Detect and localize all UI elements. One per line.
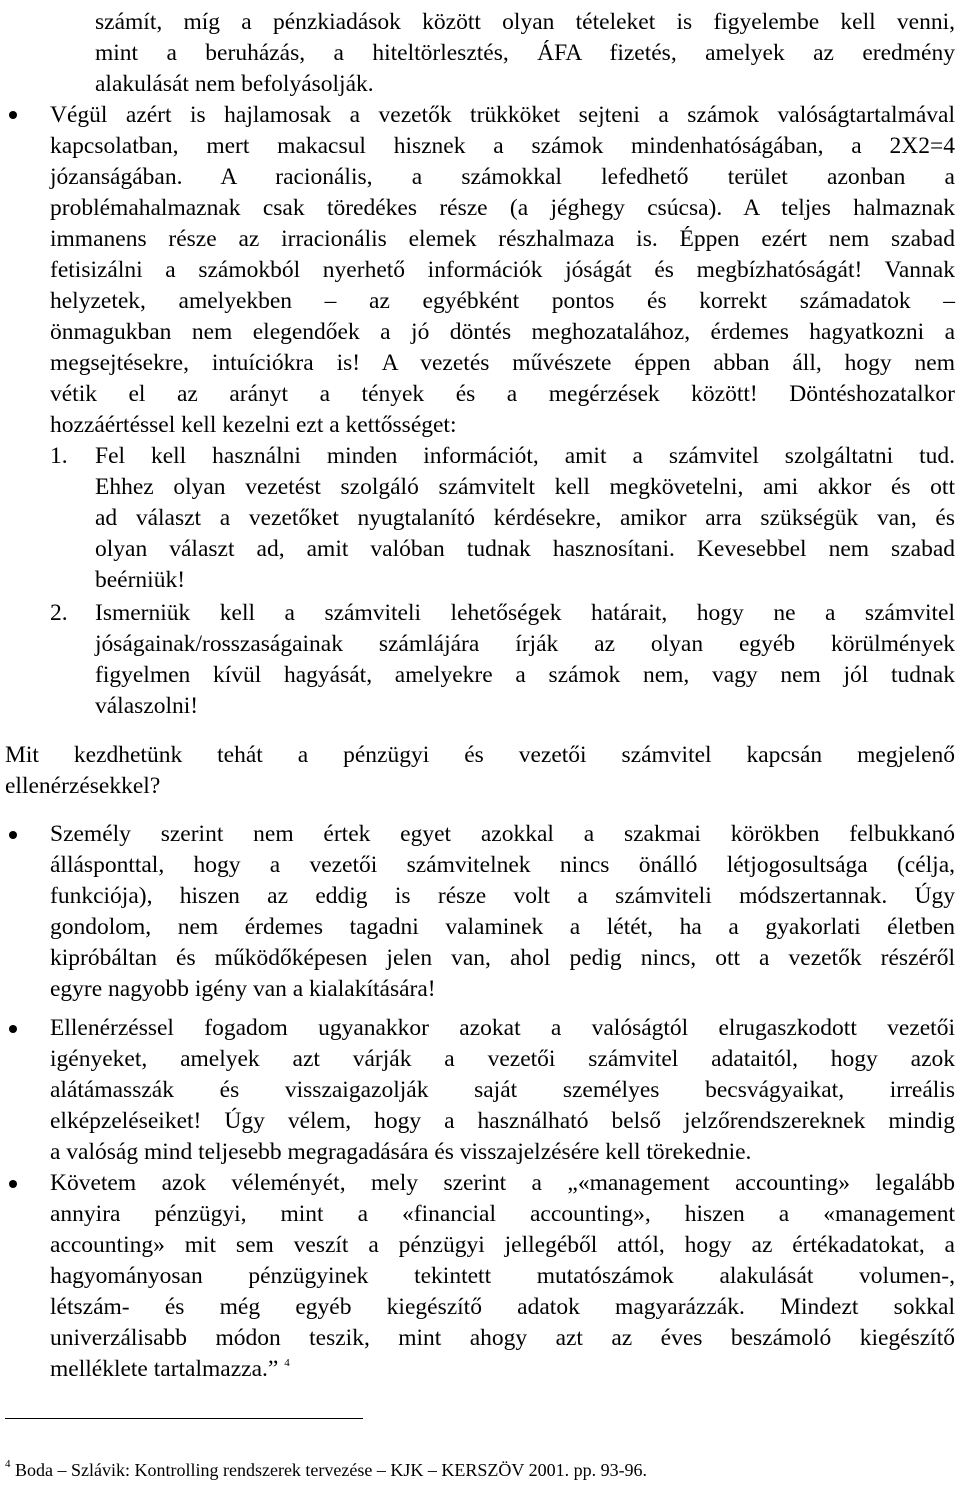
text-line <box>50 1075 955 1106</box>
bullet-icon <box>9 831 17 839</box>
text-line-content: Ehhez olyan vezetést szolgáló számvitelt kell megkövetelni, ami akkor és ott <box>95 474 955 500</box>
text-line <box>50 162 955 193</box>
list-number: 1. <box>50 443 68 469</box>
text-line-content: gondolom, nem érdemes tagadni valaminek a létét, ha a gyakorlati életben <box>50 914 955 940</box>
text-line <box>95 7 955 38</box>
text-line-content: ad választ a vezetőket nyugtalanító kérdésekre, amikor arra szükségük van, és <box>95 505 955 531</box>
text-line-content: annyira pénzügyi, mint a «financial accounting», hiszen a «management <box>50 1201 955 1227</box>
text-line <box>95 660 955 691</box>
text-line-content: immanens része az irracionális elemek részhalmaza is. Éppen ezért nem szabad <box>50 226 955 252</box>
text-line-content: mint a beruházás, a hiteltörlesztés, ÁFA fizetés, amelyek az eredmény <box>95 40 955 66</box>
text-line-content: önmagukban nem elegendőek a jó döntés meghozatalához, érdemes hagyatkozni a <box>50 319 955 345</box>
text-line <box>50 1230 955 1261</box>
footnote-text: Boda – Szlávik: Kontrolling rendszerek tervezése – KJK – KERSZÖV 2001. pp. 93-96. <box>10 1460 648 1480</box>
footnote-reference: 4 <box>284 1357 290 1369</box>
text-line-content: univerzálisabb módon teszik, mint ahogy azt az éves beszámoló kiegészítő <box>50 1325 955 1351</box>
text-line-content: hozzáértéssel kell kezelni ezt a kettősséget: <box>50 412 457 438</box>
text-line-content: létszám- és még egyéb kiegészítő adatok magyarázzák. Mindezt sokkal <box>50 1294 955 1320</box>
text-line <box>50 1292 955 1323</box>
text-line-content: hagyományosan pénzügyinek tekintett mutatószámok alakulását volumen-, <box>50 1263 955 1289</box>
text-line <box>50 1013 955 1044</box>
text-line-content: ellenérzésekkel? <box>5 773 161 799</box>
text-line <box>50 1044 955 1075</box>
text-line <box>50 1168 955 1199</box>
text-line-content: állásponttal, hogy a vezetői számvitelnek nincs önálló létjogosultsága (célja, <box>50 852 955 878</box>
text-line-content: józanságában. A racionális, a számokkal lefedhető terület azonban a <box>50 164 955 190</box>
text-line <box>95 503 955 534</box>
text-line <box>5 771 955 802</box>
text-line <box>50 131 955 162</box>
text-line-content: kapcsolatban, mert makacsul hisznek a számok mindenhatóságában, a 2X2=4 <box>50 133 955 159</box>
text-line-content: igényeket, amelyek azt várják a vezetői számvitel adataitól, hogy azok <box>50 1046 955 1072</box>
text-line <box>50 850 955 881</box>
text-line-content: Követem azok véleményét, mely szerint a „«management accounting» legalább <box>50 1170 955 1196</box>
text-line-content: problémahalmaznak csak töredékes része (a jéghegy csúcsa). A teljes halmaznak <box>50 195 955 221</box>
text-line-content: vétik el az arányt a tények és a megérzések között! Döntéshozatalkor <box>50 381 955 407</box>
footnote-separator <box>5 1418 363 1419</box>
text-line <box>50 255 955 286</box>
text-line-content: Mit kezdhetünk tehát a pénzügyi és vezetői számvitel kapcsán megjelenő <box>5 742 955 768</box>
text-line <box>50 1354 955 1385</box>
text-line-content: Ismerniük kell a számviteli lehetőségek határait, hogy ne a számvitel <box>95 600 955 626</box>
text-line-content: accounting» mit sem veszít a pénzügyi jellegéből attól, hogy az értékadatokat, a <box>50 1232 955 1258</box>
text-line <box>50 286 955 317</box>
text-line <box>50 943 955 974</box>
text-line <box>50 881 955 912</box>
bullet-icon <box>9 111 17 119</box>
text-line <box>5 740 955 771</box>
text-line-content: Fel kell használni minden információt, amit a számvitel szolgáltatni tud. <box>95 443 955 469</box>
bullet-icon <box>9 1025 17 1033</box>
text-line-content: fetisizálni a számokból nyerhető információk jóságát és megbízhatóságát! Vannak <box>50 257 955 283</box>
text-line <box>95 691 955 722</box>
text-line-content: egyre nagyobb igény van a kialakítására! <box>50 976 436 1002</box>
text-line-content: Személy szerint nem értek egyet azokkal a szakmai körökben felbukkanó <box>50 821 955 847</box>
text-line <box>95 629 955 660</box>
text-line-content: olyan választ ad, amit valóban tudnak hasznosítani. Kevesebbel nem szabad <box>95 536 955 562</box>
text-line <box>50 410 955 441</box>
text-line-content: melléklete tartalmazza.” <box>50 1356 279 1382</box>
list-number: 2. <box>50 600 68 626</box>
footnote-number: 4 <box>5 1458 11 1470</box>
text-line-content: Ellenérzéssel fogadom ugyanakkor azokat a valóságtól elrugaszkodott vezetői <box>50 1015 955 1041</box>
text-line <box>50 379 955 410</box>
text-line <box>50 224 955 255</box>
text-line <box>50 1106 955 1137</box>
text-line <box>95 69 955 100</box>
text-line-content: jóságainak/rosszaságainak számlájára írják az olyan egyéb körülmények <box>95 631 955 657</box>
text-line <box>50 193 955 224</box>
text-line <box>50 912 955 943</box>
text-line-content: a valóság mind teljesebb megragadására és visszajelzésére kell törekednie. <box>50 1139 752 1165</box>
text-line <box>95 441 955 472</box>
text-line <box>95 38 955 69</box>
text-line-content: alakulását nem befolyásolják. <box>95 71 374 97</box>
text-line-content: megsejtésekre, intuíciókra is! A vezetés művészete éppen abban áll, hogy nem <box>50 350 955 376</box>
text-line-content: alátámasszák és visszaigazolják saját személyes becsvágyaikat, irreális <box>50 1077 955 1103</box>
text-line-content: kipróbáltan és működőképesen jelen van, ahol pedig nincs, ott a vezetők részéről <box>50 945 955 971</box>
text-line <box>50 348 955 379</box>
text-line <box>50 974 955 1005</box>
text-line <box>50 1323 955 1354</box>
text-line <box>50 100 955 131</box>
bullet-icon <box>9 1180 17 1188</box>
text-line-content: elképzeléseiket! Úgy vélem, hogy a használható belső jelzőrendszereknek mindig <box>50 1108 955 1134</box>
text-line <box>95 565 955 596</box>
text-line <box>50 1261 955 1292</box>
text-line-content: figyelmen kívül hagyását, amelyekre a számok nem, vagy nem jól tudnak <box>95 662 955 688</box>
text-line-content: funkciója), hiszen az eddig is része volt a számviteli módszertannak. Úgy <box>50 883 955 909</box>
text-line <box>50 819 955 850</box>
text-line <box>95 472 955 503</box>
text-line <box>50 1137 955 1168</box>
text-line-content: helyzetek, amelyekben – az egyébként pontos és korrekt számadatok – <box>50 288 955 314</box>
text-line-content: számít, míg a pénzkiadások között olyan tételeket is figyelembe kell venni, <box>95 9 955 35</box>
text-line-content: Végül azért is hajlamosak a vezetők trükköket sejteni a számok valóságtartalmával <box>50 102 955 128</box>
text-line <box>50 317 955 348</box>
footnote <box>5 1459 647 1481</box>
text-line-content: beérniük! <box>95 567 186 593</box>
text-line <box>95 598 955 629</box>
text-line-content: válaszolni! <box>95 693 199 719</box>
text-line <box>95 534 955 565</box>
text-line <box>50 1199 955 1230</box>
